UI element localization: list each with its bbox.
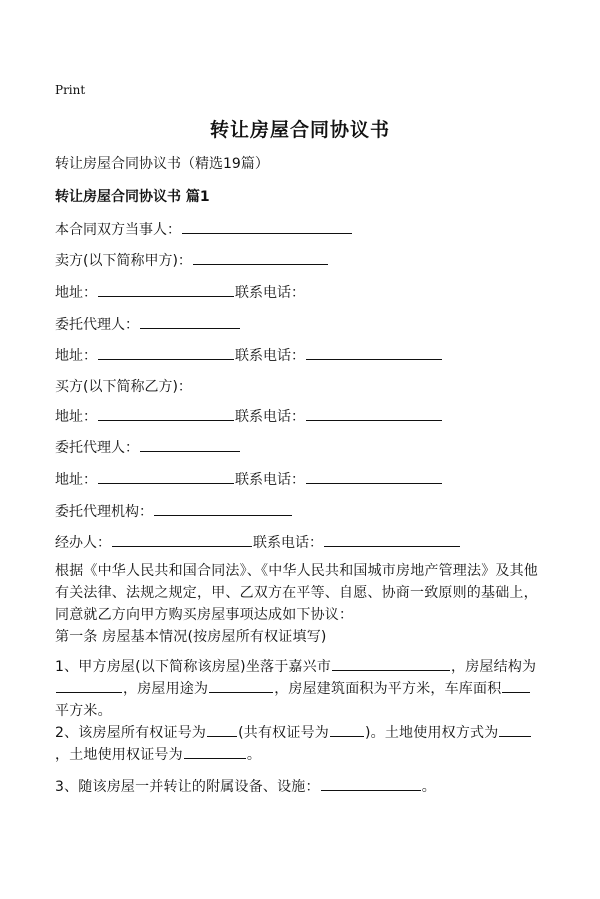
clause-1 <box>55 656 545 722</box>
agent-label: 委托代理人： <box>55 317 139 333</box>
ownership-cert-blank <box>207 724 237 737</box>
phone-label: 联系电话： <box>235 285 305 301</box>
seller-blank <box>193 250 328 265</box>
clause-1-text-d: ，房屋建筑面积为平方米，车库面积 <box>274 681 502 697</box>
article-1-heading: 第一条 房屋基本情况(按房屋所有权证填写) <box>55 629 327 645</box>
seller-address-line <box>55 282 305 302</box>
address-label: 地址： <box>55 285 97 301</box>
location-blank <box>332 658 450 671</box>
agent-blank <box>140 314 240 329</box>
phone-label: 联系电话： <box>235 409 305 425</box>
document-title: 转让房屋合同协议书 <box>209 119 390 141</box>
co-ownership-cert-blank <box>330 724 364 737</box>
clause-2-text-b: (共有权证号为 <box>238 725 329 741</box>
agency-blank <box>154 501 292 516</box>
handler-line <box>55 532 461 552</box>
phone-blank <box>306 345 442 360</box>
clause-2 <box>55 722 545 766</box>
agent-blank <box>140 437 240 452</box>
seller-label: 卖方(以下简称甲方)： <box>55 253 192 269</box>
address-label: 地址： <box>55 348 97 364</box>
print-label[interactable]: Print <box>55 83 86 97</box>
agency-label: 委托代理机构： <box>55 504 153 520</box>
buyer-label: 买方(以下简称乙方)： <box>55 379 192 395</box>
seller-agent-address-line <box>55 345 443 365</box>
clause-2-text-d: ，土地使用权证号为 <box>55 747 183 763</box>
address-blank <box>98 282 234 297</box>
clause-3-text-a: 3、随该房屋一并转让的附属设备、设施： <box>55 779 320 795</box>
document-subtitle: 转让房屋合同协议书（精选19篇） <box>55 156 269 172</box>
structure-blank <box>56 680 122 693</box>
facilities-blank <box>321 778 421 791</box>
clause-1-text-c: ，房屋用途为 <box>123 681 209 697</box>
clause-1-text-b: ，房屋结构为 <box>451 659 537 675</box>
handler-label: 经办人： <box>55 535 111 551</box>
buyer-line <box>55 376 192 396</box>
intro-paragraph: 根据《中华人民共和国合同法》、《中华人民共和国城市房地产管理法》及其他有关法律、法规之规定，甲、乙双方在平等、自愿、协商一致原则的基础上，同意就乙方向甲方购买房屋事项达成如下协议： <box>55 563 538 623</box>
buyer-agent-line <box>55 437 241 457</box>
address-blank <box>98 469 234 484</box>
land-use-method-blank <box>499 724 531 737</box>
clause-2-text-a: 2、该房屋所有权证号为 <box>55 725 207 741</box>
phone-blank <box>324 532 460 547</box>
address-blank <box>98 406 234 421</box>
usage-blank <box>209 680 273 693</box>
address-label: 地址： <box>55 409 97 425</box>
parties-line <box>55 219 353 239</box>
section-title: 转让房屋合同协议书 篇1 <box>55 189 210 205</box>
address-blank <box>98 345 234 360</box>
buyer-address-line <box>55 406 443 426</box>
land-cert-blank <box>184 746 246 759</box>
clause-2-text-c: )。土地使用权方式为 <box>364 725 499 741</box>
phone-blank <box>306 406 442 421</box>
clause-1-text-a: 1、甲方房屋(以下简称该房屋)坐落于嘉兴市 <box>55 659 332 675</box>
handler-blank <box>112 532 252 547</box>
garage-area-blank <box>502 680 530 693</box>
buyer-agent-address-line <box>55 469 443 489</box>
seller-agent-line <box>55 314 241 334</box>
clause-3 <box>55 776 545 798</box>
phone-label: 联系电话： <box>235 348 305 364</box>
parties-blank <box>182 219 352 234</box>
seller-line <box>55 250 329 270</box>
parties-label: 本合同双方当事人： <box>55 222 181 238</box>
agent-label: 委托代理人： <box>55 440 139 456</box>
phone-label: 联系电话： <box>235 472 305 488</box>
clause-2-text-e: 。 <box>246 747 262 763</box>
phone-blank <box>306 469 442 484</box>
clause-3-text-b: 。 <box>421 779 436 795</box>
address-label: 地址： <box>55 472 97 488</box>
agency-line <box>55 501 293 521</box>
clause-1-text-e: 平方米。 <box>55 703 112 719</box>
phone-label: 联系电话： <box>253 535 323 551</box>
